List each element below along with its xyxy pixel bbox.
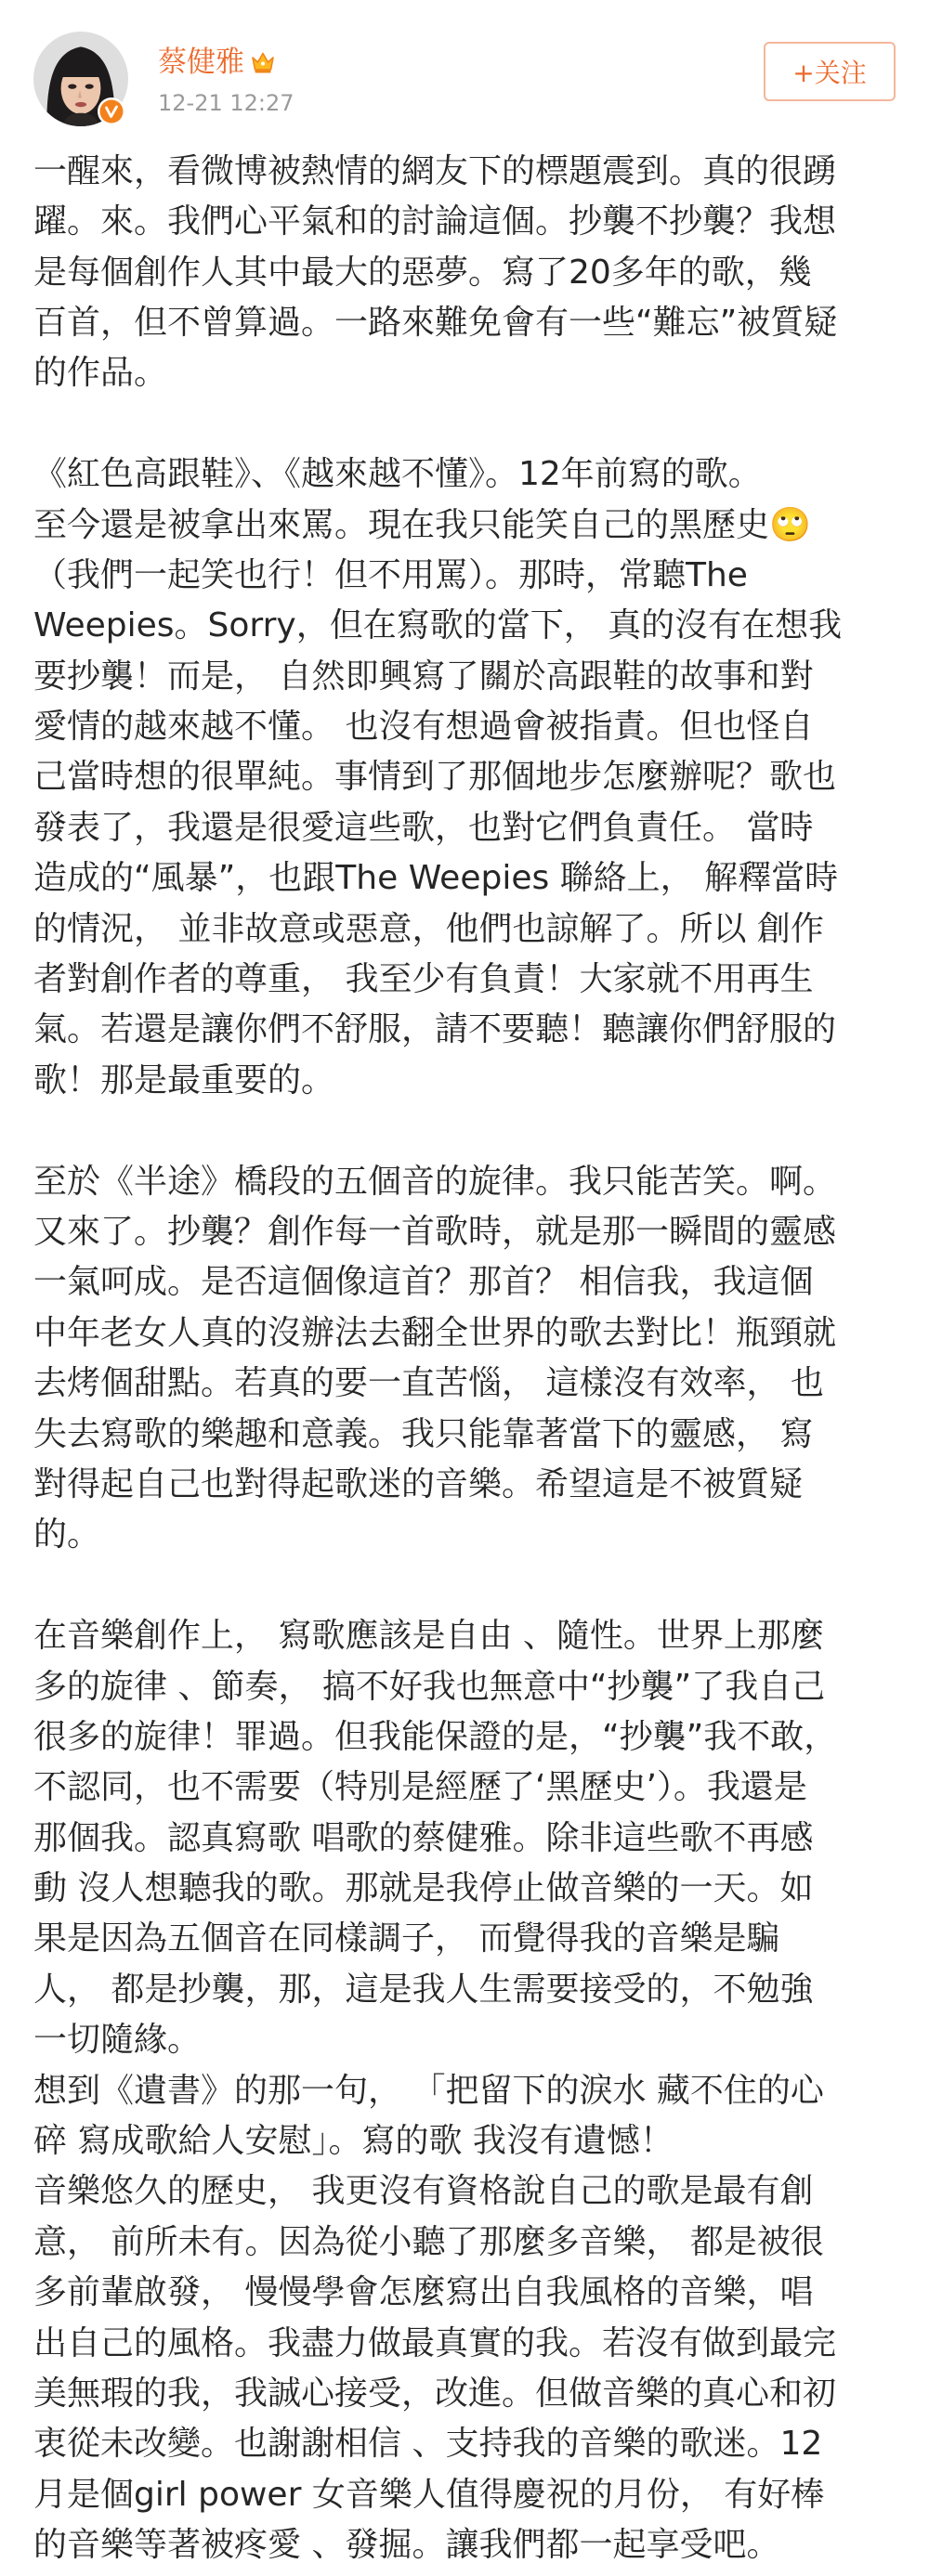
post-header bbox=[0, 0, 929, 139]
verified-badge-icon bbox=[97, 97, 126, 126]
post-text-line: 果是因為五個音在同樣調子， 而覺得我的音樂是騙 bbox=[33, 1919, 780, 1958]
post-text-line: 一醒來，看微博被熱情的網友下的標題震到。真的很踴 bbox=[33, 151, 837, 190]
post-text-line: 躍。來。我們心平氣和的討論這個。抄襲不抄襲？我想 bbox=[33, 202, 837, 241]
post-text-line: 月是個girl power 女音樂人值得慶祝的月份， 有好棒 bbox=[33, 2475, 825, 2514]
post-paragraph bbox=[33, 2166, 896, 2570]
post-text-line: 的作品。 bbox=[33, 354, 168, 393]
post-text-line: 很多的旋律！罪過。但我能保證的是，“抄襲”我不敢， bbox=[33, 1717, 838, 1756]
post-text-line: 人， 都是抄襲，那，這是我人生需要接受的，不勉強 bbox=[33, 1970, 814, 2009]
post-text-line: 美無瑕的我，我誠心接受，改進。但做音樂的真心和初 bbox=[33, 2374, 837, 2413]
post-text-line: 失去寫歌的樂趣和意義。我只能靠著當下的靈感， 寫 bbox=[33, 1414, 814, 1453]
post-text-line: 一切隨緣。 bbox=[33, 2021, 202, 2060]
post-text-line: 者對創作者的尊重， 我至少有負責！大家就不用再生 bbox=[33, 960, 814, 999]
post-text-line: 多前輩啟發， 慢慢學會怎麼寫出自我風格的音樂，唱 bbox=[33, 2273, 814, 2312]
post-text-line: 的情況， 並非故意或惡意，他們也諒解了。所以 創作 bbox=[33, 909, 824, 948]
post-text-line: 要抄襲！而是， 自然即興寫了關於高跟鞋的故事和對 bbox=[33, 657, 814, 696]
post-text-line: 想到《遺書》的那一句， 「把留下的淚水 藏不住的心 bbox=[33, 2071, 824, 2110]
post-text-line: 愛情的越來越不懂。 也沒有想過會被指責。但也怪自 bbox=[33, 708, 814, 747]
post-text-line: 一氣呵成。是否這個像這首？那首？ 相信我，我這個 bbox=[33, 1263, 814, 1302]
post-text-line: 百首，但不曾算過。一路來難免會有一些“難忘”被質疑 bbox=[33, 303, 838, 342]
post-text-line: 《紅色高跟鞋》、《越來越不懂》。12年前寫的歌。 bbox=[33, 455, 762, 494]
post-text-line: 碎 寫成歌給人安慰」。寫的歌 我沒有遺憾！ bbox=[33, 2122, 674, 2161]
vip-crown-icon[interactable] bbox=[250, 49, 276, 75]
username[interactable]: 蔡健雅 bbox=[158, 46, 244, 79]
post-paragraph bbox=[33, 449, 896, 1106]
post-text-line: 意， 前所未有。因為從小聽了那麼多音樂， 都是被很 bbox=[33, 2222, 824, 2261]
post-text-line: 至於《半途》橋段的五個音的旋律。我只能苦笑。啊。 bbox=[33, 1162, 837, 1201]
post-timestamp[interactable]: 12-21 12:27 bbox=[158, 90, 294, 116]
post-paragraph bbox=[33, 147, 896, 399]
post-text-line: （我們一起笑也行！但不用罵）。那時，常聽The bbox=[33, 555, 748, 594]
post-text-line: 那個我。認真寫歌 唱歌的蔡健雅。除非這些歌不再感 bbox=[33, 1818, 814, 1857]
post-text-line: 動 沒人想聽我的歌。那就是我停止做音樂的一天。如 bbox=[33, 1869, 814, 1908]
post-text-line: 歌！那是最重要的。 bbox=[33, 1060, 335, 1099]
post-paragraph bbox=[33, 2066, 896, 2167]
follow-button[interactable]: +关注 bbox=[764, 42, 896, 101]
post-paragraph bbox=[33, 1611, 896, 2066]
post-text-line: 氣。若還是讓你們不舒服，請不要聽！聽讓你們舒服的 bbox=[33, 1010, 837, 1049]
post-text-line: Weepies。Sorry，但在寫歌的當下， 真的沒有在想我 bbox=[33, 606, 843, 645]
post-text-line: 音樂悠久的歷史， 我更沒有資格說自己的歌是最有創 bbox=[33, 2172, 814, 2211]
post-text-line: 衷從未改變。也謝謝相信 、支持我的音樂的歌迷。12 bbox=[33, 2425, 823, 2464]
post-text-line: 去烤個甜點。若真的要一直苦惱， 這樣沒有效率， 也 bbox=[33, 1364, 824, 1403]
post-text-line: 發表了，我還是很愛這些歌，也對它們負責任。 當時 bbox=[33, 808, 814, 847]
post-text-line: 至今還是被拿出來罵。現在我只能笑自己的黑歷史🙄 bbox=[33, 505, 811, 544]
post-text-line: 中年老女人真的沒辦法去翻全世界的歌去對比！瓶頸就 bbox=[33, 1313, 837, 1352]
author-row bbox=[158, 45, 276, 80]
post-text-line: 是每個創作人其中最大的惡夢。寫了20多年的歌，幾 bbox=[33, 253, 812, 292]
post-text-line: 出自己的風格。我盡力做最真實的我。若沒有做到最完 bbox=[33, 2323, 837, 2362]
post-text-line: 在音樂創作上， 寫歌應該是自由 、隨性。世界上那麼 bbox=[33, 1617, 824, 1656]
post-text-line: 又來了。抄襲？創作每一首歌時，就是那一瞬間的靈感 bbox=[33, 1213, 837, 1251]
post-text-line: 造成的“風暴”，也跟The Weepies 聯絡上， 解釋當時 bbox=[33, 859, 839, 898]
post-text-line: 不認同，也不需要（特別是經歷了‘黑歷史’）。我還是 bbox=[33, 1768, 807, 1807]
post-paragraph bbox=[33, 1157, 896, 1561]
post-text-line: 多的旋律 、節奏， 搞不好我也無意中“抄襲”了我自己 bbox=[33, 1667, 826, 1706]
post-text-line: 己當時想的很單純。事情到了那個地步怎麼辦呢？歌也 bbox=[33, 758, 837, 797]
post-text-line: 對得起自己也對得起歌迷的音樂。希望這是不被質疑 bbox=[33, 1464, 804, 1503]
post-text-line: 的音樂等著被疼愛 、發掘。讓我們都一起享受吧。 bbox=[33, 2526, 780, 2565]
post-text-line: 的。 bbox=[33, 1516, 101, 1555]
post-body bbox=[33, 147, 896, 2571]
